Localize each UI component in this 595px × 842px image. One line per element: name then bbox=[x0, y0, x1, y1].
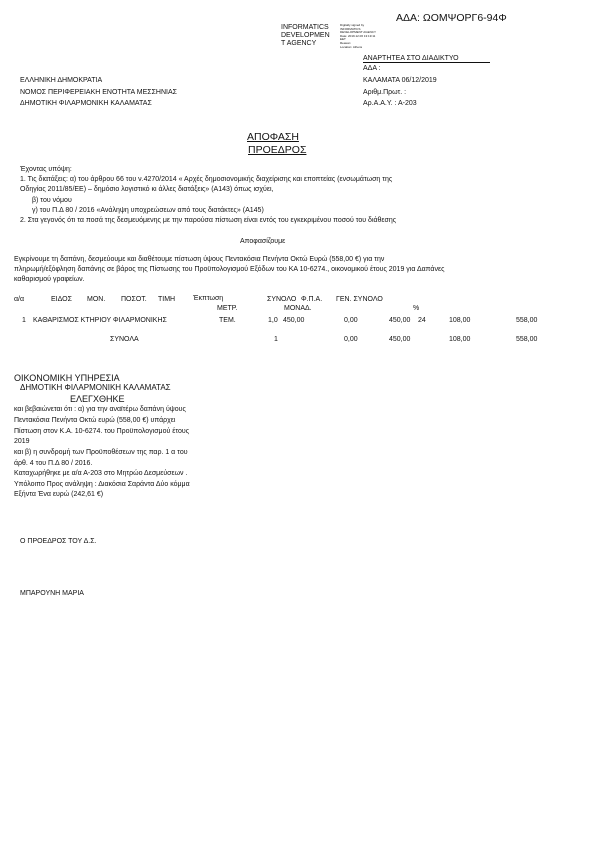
th-vat: Φ.Π.Α. bbox=[301, 296, 323, 303]
finance-title: ΟΙΚΟΝΟΜΙΚΗ ΥΠΗΡΕΣΙΑ bbox=[14, 373, 120, 383]
th-item: ΕΙΔΟΣ bbox=[51, 296, 72, 303]
ada-header: ΑΔΑ: ΩΟΜΨΟΡΓ6-94Φ bbox=[396, 12, 507, 24]
consideration-1-cont: Οδηγίας 2011/85/ΕΕ) – δημόσιο λογιστικό κι άλλες διατάξεις» (Α143) όπως ισχύει, bbox=[20, 186, 274, 193]
decide-heading: Αποφασίζουμε bbox=[240, 238, 286, 245]
th-aa: α/α bbox=[14, 296, 25, 303]
cell-vat: 108,00 bbox=[449, 317, 471, 324]
issuer-line1: ΕΛΛΗΝΙΚΗ ΔΗΜΟΚΡΑΤΙΑ bbox=[20, 77, 103, 84]
decision-line1: Εγκρίνουμε τη δαπάνη, δεσμεύουμε και διαθέτουμε πίστωση ύψους Πεντακόσια Πενήντα Οκτώ Ευρώ (558,00 €) για την bbox=[14, 256, 385, 263]
cell-unit: ΤΕΜ. bbox=[219, 317, 236, 324]
cell-qty: 1,0 bbox=[268, 317, 278, 324]
issuer-line2: ΝΟΜΟΣ ΠΕΡΙΦΕΡΕΙΑΚΗ ΕΝΟΤΗΤΑ ΜΕΣΣΗΝΙΑΣ bbox=[20, 89, 177, 96]
posting-title: ΑΝΑΡΤΗΤΕΑ ΣΤΟ ΔΙΑΔΙΚΤΥΟ bbox=[363, 55, 459, 62]
totals-discount: 0,00 bbox=[344, 336, 358, 343]
th-price: ΤΙΜΗ bbox=[158, 296, 176, 303]
finance-line-1: και βεβαιώνεται ότι : α) για την αναϊτέρω δαπάνη ύψους bbox=[14, 406, 186, 413]
finance-line-3: Πίστωση στον Κ.Α. 10-6274. του Προϋπολογισμού έτους bbox=[14, 428, 190, 435]
cell-total: 450,00 bbox=[389, 317, 411, 324]
th-total: ΣΥΝΟΛΟ bbox=[267, 296, 297, 303]
th-discount: Έκπτωση bbox=[193, 295, 224, 302]
finance-line-2: Πεντακόσια Πενήντα Οκτώ ευρώ (558,00 €) υπάρχει bbox=[14, 417, 176, 424]
posting-title-underline bbox=[363, 62, 490, 63]
finance-line-8: Υπόλοιπο Προς ανάληψη : Διακόσια Σαράντα Δύο κόμμα bbox=[14, 481, 190, 488]
th-unit: ΜΟΝ. bbox=[87, 296, 106, 303]
posting-ada-label: ΑΔΑ : bbox=[363, 65, 381, 72]
decision-line3: καθαρισμού γραφείων. bbox=[14, 276, 85, 283]
finance-line-6: άρθ. 4 του Π.Δ 80 / 2016. bbox=[14, 460, 93, 467]
cell-aa: 1 bbox=[22, 317, 26, 324]
finance-line-5: και β) η συνδρομή των Προϋποθέσεων της παρ. 1 α του bbox=[14, 449, 188, 456]
th-grand-total: ΓΕΝ. ΣΥΝΟΛΟ bbox=[336, 296, 383, 303]
ida-signature-small-text: Digitally signed by INFORMATICS DEVELOPMENT AGENCY Date: 2019.12.06 13:19:11 EET Reason: Location: Athens bbox=[340, 23, 376, 49]
signatory-name: ΜΠΑΡΟΥΝΗ ΜΑΡΙΑ bbox=[20, 590, 84, 597]
totals-grand-total: 558,00 bbox=[516, 336, 538, 343]
th-unit-meas: ΜΕΤΡ. bbox=[217, 305, 238, 312]
cell-grand-total: 558,00 bbox=[516, 317, 538, 324]
cell-price: 450,00 bbox=[283, 317, 305, 324]
ida-logo-line1: INFORMATICS bbox=[281, 24, 329, 31]
totals-vat: 108,00 bbox=[449, 336, 471, 343]
th-per-unit: ΜΟΝΑΔ. bbox=[284, 305, 312, 312]
finance-org: ΔΗΜΟΤΙΚΗ ΦΙΛΑΡΜΟΝΙΚΗ ΚΑΛΑΜΑΤΑΣ bbox=[20, 383, 171, 392]
signatory-role: Ο ΠΡΟΕΔΡΟΣ ΤΟΥ Δ.Σ. bbox=[20, 538, 97, 545]
totals-total: 450,00 bbox=[389, 336, 411, 343]
finance-line-4: 2019 bbox=[14, 438, 30, 445]
consideration-1c: γ) του Π.Δ 80 / 2016 «Ανάληψη υποχρεώσεων από τους διατάκτες» (Α145) bbox=[32, 207, 264, 214]
considerations-intro: Έχοντας υπόψη: bbox=[20, 166, 72, 173]
cell-vat-pct: 24 bbox=[418, 317, 426, 324]
finance-line-9: Εξήντα Ένα ευρώ (242,61 €) bbox=[14, 491, 104, 498]
ida-logo-line3: T AGENCY bbox=[281, 40, 317, 47]
consideration-1b: β) του νόμου bbox=[32, 197, 72, 204]
cell-discount: 0,00 bbox=[344, 317, 358, 324]
totals-qty: 1 bbox=[274, 336, 278, 343]
ida-logo-line2: DEVELOPMEN bbox=[281, 32, 330, 39]
th-vat-pct: % bbox=[413, 305, 420, 312]
posting-aay: Αρ.Α.Α.Υ. : Α-203 bbox=[363, 100, 417, 107]
finance-checked: ΕΛΕΓΧΘΗΚΕ bbox=[70, 394, 125, 404]
doc-title-line1: ΑΠΟΦΑΣΗ bbox=[247, 131, 299, 143]
doc-title-line2: ΠΡΟΕΔΡΟΣ bbox=[248, 144, 307, 156]
totals-label: ΣΥΝΟΛΑ bbox=[110, 336, 139, 343]
finance-line-7: Καταχωρήθηκε με α/α Α-203 στο Μητρώο Δεσμεύσεων . bbox=[14, 470, 188, 477]
posting-protocol: Αριθμ.Πρωτ. : bbox=[363, 89, 407, 96]
consideration-1: 1. Τις διατάξεις: α) του άρθρου 66 του ν.4270/2014 « Αρχές δημοσιονομικής διαχείρισης και εποπτείας (ενσωμάτωση της bbox=[20, 176, 393, 183]
th-qty: ΠΟΣΟΤ. bbox=[121, 296, 147, 303]
decision-line2: πληρωμή/εξόφληση δαπάνης σε βάρος της Πίστωσης του Προϋπολογισμού Εξόδων του ΚΑ 10-6274., οικονομικού έτους 2019 για Δαπάνες bbox=[14, 266, 445, 273]
cell-item: ΚΑΘΑΡΙΣΜΟΣ ΚΤΗΡΙΟΥ ΦΙΛΑΡΜΟΝΙΚΗΣ bbox=[33, 317, 167, 324]
consideration-2: 2. Στα γεγονός ότι τα ποσά της δεσμευόμενης με την παρούσα πίστωση είναι εντός του εγκεκριμένου ποσού του διάθεσης bbox=[20, 217, 397, 224]
issuer-line3: ΔΗΜΟΤΙΚΗ ΦΙΛΑΡΜΟΝΙΚΗ ΚΑΛΑΜΑΤΑΣ bbox=[20, 100, 152, 107]
posting-place-date: ΚΑΛΑΜΑΤΑ 06/12/2019 bbox=[363, 77, 437, 84]
